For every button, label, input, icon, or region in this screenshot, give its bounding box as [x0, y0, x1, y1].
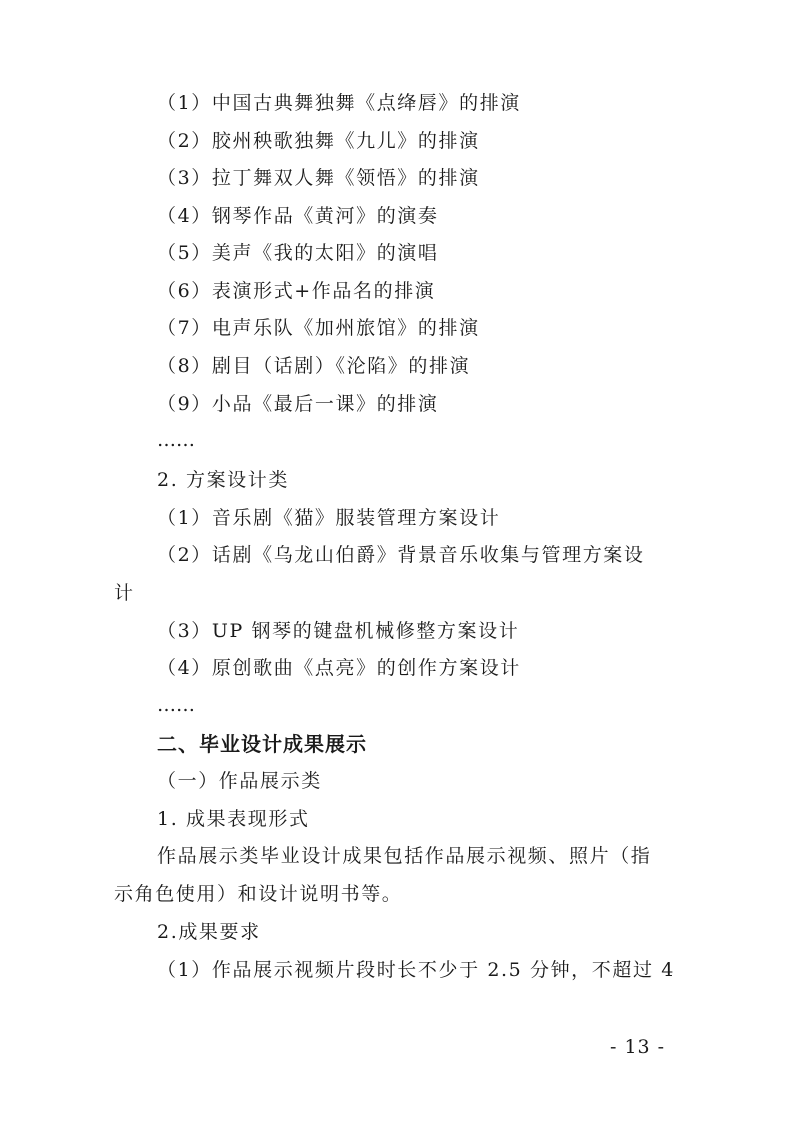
list-item-performance-9: （9）小品《最后一课》的排演	[157, 393, 439, 415]
list-item-performance-6: （6）表演形式+作品名的排演	[157, 280, 436, 302]
form-title: 1. 成果表现形式	[157, 808, 310, 830]
list-item-performance-4: （4）钢琴作品《黄河》的演奏	[157, 205, 439, 227]
list-item-design-2-line1: （2）话剧《乌龙山伯爵》背景音乐收集与管理方案设	[157, 544, 645, 566]
list-item-design-4: （4）原创歌曲《点亮》的创作方案设计	[157, 657, 521, 679]
ellipsis-1: ……	[157, 429, 195, 451]
list-item-design-1: （1）音乐剧《猫》服装管理方案设计	[157, 507, 501, 529]
list-item-performance-7: （7）电声乐队《加州旅馆》的排演	[157, 317, 480, 339]
requirement-item-1: （1）作品展示视频片段时长不少于 2.5 分钟，不超过 4	[157, 959, 675, 981]
list-item-design-3: （3）UP 钢琴的键盘机械修整方案设计	[157, 620, 520, 642]
design-category-title: 2. 方案设计类	[157, 469, 289, 491]
list-item-performance-5: （5）美声《我的太阳》的演唱	[157, 242, 439, 264]
list-item-design-2-line2: 计	[114, 582, 135, 604]
requirements-title: 2.成果要求	[157, 921, 261, 943]
subsection-heading: （一）作品展示类	[157, 770, 322, 792]
list-item-performance-2: （2）胶州秧歌独舞《九儿》的排演	[157, 130, 480, 152]
form-description-line1: 作品展示类毕业设计成果包括作品展示视频、照片（指	[157, 845, 652, 867]
page-number: - 13 -	[610, 1036, 666, 1058]
list-item-performance-1: （1）中国古典舞独舞《点绛唇》的排演	[157, 92, 521, 114]
list-item-performance-3: （3）拉丁舞双人舞《领悟》的排演	[157, 167, 480, 189]
section-heading: 二、毕业设计成果展示	[157, 732, 367, 756]
form-description-line2: 示角色使用）和设计说明书等。	[114, 883, 403, 905]
list-item-performance-8: （8）剧目（话剧）《沦陷》的排演	[157, 355, 471, 377]
ellipsis-2: ……	[157, 694, 195, 716]
